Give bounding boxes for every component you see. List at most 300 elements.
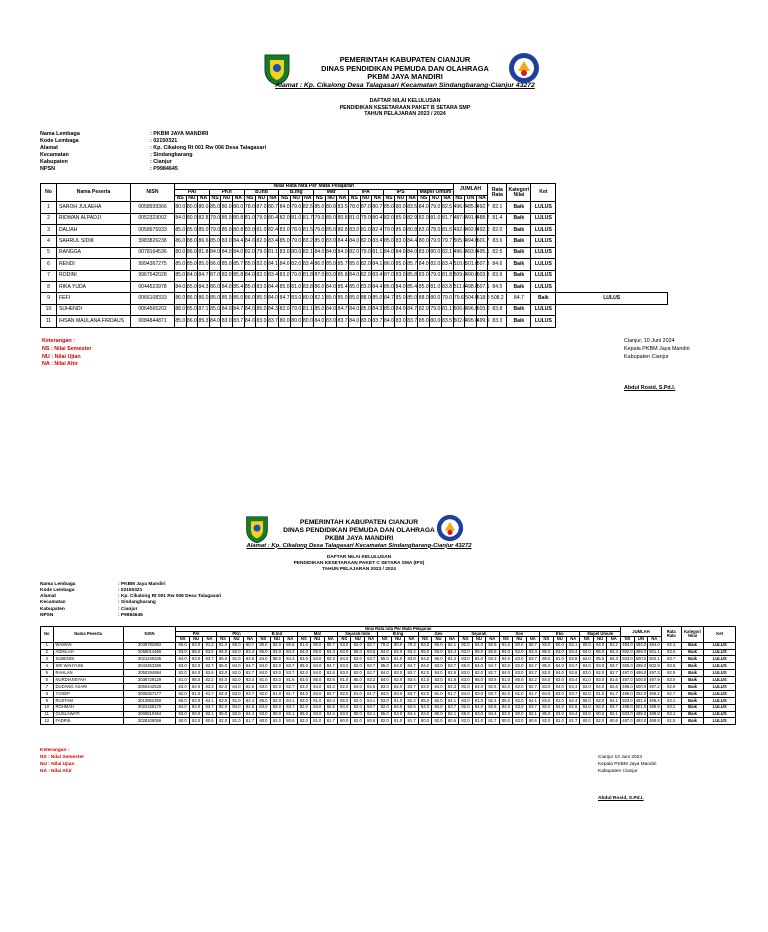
cell-value: 85.0 — [175, 270, 187, 281]
cell-value: 491.0 — [635, 697, 647, 703]
cell-value: 80.0 — [232, 202, 244, 213]
cell-value: 81.0 — [290, 282, 302, 293]
cell-value: 82.0 — [432, 697, 445, 704]
cell-value: 80.0 — [290, 316, 302, 327]
info-row — [40, 159, 266, 166]
cell-value: 86.0 — [175, 236, 187, 247]
cell-value: 80.0 — [302, 316, 314, 327]
cell-value: 80.0 — [513, 711, 526, 718]
cell-value: 84.7 — [279, 293, 291, 304]
cell-value: 84.0 — [311, 704, 324, 711]
cell-value: 81.7 — [364, 690, 377, 697]
cell-value: 83.0 — [257, 683, 270, 690]
report-title-line-1: DAFTAR NILAI KELULUSAN — [326, 555, 392, 560]
cell-value: 84.0 — [383, 247, 395, 258]
cell-value: 82.6 — [203, 670, 216, 677]
cell-value: 83.0 — [311, 711, 324, 718]
cell-value: 82.4 — [566, 697, 579, 704]
subject-header: Mat — [297, 632, 337, 637]
cell-value: 83.8 — [441, 282, 453, 293]
cell-value: 84.0 — [472, 663, 485, 670]
cell-value: 85.0 — [257, 649, 270, 656]
report-title-line-2: PENDIDIKAN KESETARAAN PAKET B SETARA SMP — [339, 104, 471, 111]
cell-value: 79.3 — [405, 642, 418, 649]
cell-value: 80.4 — [267, 213, 279, 224]
cell-value: 84.0 — [472, 704, 485, 711]
cell-value: 83.0 — [279, 270, 291, 281]
cell-value: 80.0 — [418, 718, 431, 725]
cell-student-name: SUHENDI — [57, 304, 131, 315]
cell-value: 79.6 — [453, 293, 465, 304]
cell-value: 83.4 — [243, 649, 256, 656]
cell-value: 85.0 — [395, 225, 407, 236]
cell-value: 84.0 — [279, 202, 291, 213]
cell-kategori: Baik — [507, 225, 531, 236]
cell-value: 82.0 — [270, 697, 283, 704]
cell-value: 82.4 — [324, 697, 337, 704]
cell-value: 79.0 — [378, 642, 391, 649]
subject-header: Geo — [418, 632, 458, 637]
cell-value: 82.5 — [441, 202, 453, 213]
cell-value: 83.2 — [661, 704, 681, 711]
sub-header: NU — [256, 196, 268, 202]
subject-header: Eko — [540, 632, 580, 637]
cell-value: 83.0 — [391, 690, 404, 697]
cell-value: 79.0 — [383, 225, 395, 236]
col-header-no: No — [41, 627, 54, 643]
cell-value: 83.0 — [513, 656, 526, 663]
cell-value: 83.7 — [203, 656, 216, 663]
cell-value: 80.0 — [580, 718, 593, 725]
cell-value: 81.7 — [243, 718, 256, 725]
cell-value: 80.0 — [430, 247, 442, 258]
info-value: : PKBM JAYA MANDIRI — [150, 131, 209, 137]
cell-no: 8 — [41, 282, 57, 293]
cell-value: 83.7 — [284, 663, 297, 670]
cell-value: 85.0 — [378, 711, 391, 718]
cell-value: 80.6 — [284, 718, 297, 725]
subject-header: PKn — [209, 190, 244, 196]
cell-value: 79.0 — [256, 213, 268, 224]
cell-value: 81.7 — [203, 690, 216, 697]
cell-value: 84.0 — [378, 690, 391, 697]
sub-header: NA — [364, 637, 377, 642]
cell-value: 507.3 — [476, 259, 488, 270]
cell-value: 83.0 — [338, 649, 351, 656]
cell-value: 83.0 — [553, 649, 566, 656]
cell-value: 81.0 — [553, 656, 566, 663]
cell-value: 82.0 — [540, 670, 553, 677]
cell-value: 87.0 — [209, 270, 221, 281]
cell-value: 82.0 — [472, 670, 485, 677]
letterhead-line-2: DINAS PENDIDIKAN PEMUDA DAN OLAHRAGA — [283, 526, 435, 534]
letterhead-address: Alamat : Kp. Cikalong Desa Talagasari Kecamatan Sindangbarang-Cianjur 43272 — [275, 82, 535, 90]
cell-value: 83.2 — [302, 236, 314, 247]
cell-nisn: 3005357177 — [123, 690, 176, 697]
cell-value: 83.8 — [566, 656, 579, 663]
header-row — [41, 184, 668, 190]
institution-info — [40, 131, 266, 172]
cell-value: 82.1 — [566, 642, 579, 649]
legend-line: NS : Nilai Semester — [42, 345, 92, 352]
cell-value: 88.0 — [175, 304, 187, 315]
cell-value: 85.4 — [337, 282, 349, 293]
cell-value: 80.0 — [430, 316, 442, 327]
cell-value: 84.0 — [406, 247, 418, 258]
cell-value: 80.0 — [325, 202, 337, 213]
cell-value: 84.0 — [553, 704, 566, 711]
cell-value: 82.0 — [216, 718, 229, 725]
cell-value: 85.0 — [351, 649, 364, 656]
cell-value: 79.0 — [314, 213, 326, 224]
cell-value: 82.0 — [418, 304, 430, 315]
cell-value: 85.0 — [279, 236, 291, 247]
cell-value: 83.0 — [360, 282, 372, 293]
letterhead — [240, 56, 570, 90]
subject-header: B.Ing — [279, 190, 314, 196]
cell-value: 85.0 — [372, 293, 384, 304]
cell-value: 83.0 — [338, 711, 351, 718]
sub-header: NA — [372, 196, 384, 202]
col-header-kategori: Kategori Nilai — [507, 184, 531, 202]
sub-header: NS — [209, 196, 221, 202]
sub-header: NA — [607, 637, 621, 642]
cell-value: 82.0 — [189, 718, 202, 725]
signature-block — [624, 338, 690, 393]
cell-value: 83.4 — [405, 649, 418, 656]
cell-value: 85.0 — [221, 293, 233, 304]
cell-value: 84.1 — [445, 697, 458, 704]
cell-value: 82.6 — [243, 704, 256, 711]
sub-header: NA — [337, 196, 349, 202]
cell-value: 83.0 — [216, 697, 229, 704]
cell-nisn: 3038729129 — [123, 677, 176, 684]
cell-ket: LULUS — [704, 683, 736, 690]
cell-student-name: WAWAN — [53, 642, 123, 649]
cell-value: 83.0 — [472, 711, 485, 718]
cell-value: 82.9 — [661, 683, 681, 690]
cell-value: 79.0 — [290, 236, 302, 247]
cell-value: 79.7 — [441, 236, 453, 247]
cell-value: 84.7 — [198, 270, 210, 281]
cell-value: 84.0 — [314, 316, 326, 327]
cell-nisn: 0066108333 — [131, 293, 175, 304]
info-row — [40, 613, 221, 619]
cell-value: 83.3 — [488, 316, 507, 327]
cell-value: 83.0 — [256, 282, 268, 293]
cell-value: 83.0 — [459, 656, 472, 663]
cell-value: 84.0 — [348, 270, 360, 281]
cell-value: 83.8 — [243, 656, 256, 663]
cell-value: 80.0 — [499, 718, 512, 725]
cell-no: 2 — [41, 213, 57, 224]
cell-value: 85.0 — [209, 236, 221, 247]
cell-value: 82.0 — [432, 718, 445, 725]
col-header-group: Nilai Rata rata Per Mata Pelajaran — [175, 184, 454, 190]
sub-header: NA — [324, 637, 337, 642]
cell-no: 11 — [41, 711, 54, 718]
info-value: : 02150321 — [150, 137, 178, 144]
cell-value: 83.3 — [203, 683, 216, 690]
cell-value: 79.0 — [314, 225, 326, 236]
cell-value: 85.0 — [348, 282, 360, 293]
legend-line: NS : Nilai Semester — [40, 754, 84, 760]
cell-value: 85.0 — [325, 225, 337, 236]
cell-value: 80.6 — [526, 718, 539, 725]
sub-header: NU — [325, 196, 337, 202]
cell-value: 83.0 — [459, 649, 472, 656]
cell-value: 82.6 — [486, 642, 499, 649]
cell-value: 84.4 — [445, 649, 458, 656]
cell-student-name: ADHILAH — [53, 649, 123, 656]
cell-value: 510.0 — [453, 259, 465, 270]
cell-value: 82.0 — [256, 270, 268, 281]
sub-header: NS — [540, 637, 553, 642]
cell-value: 85.0 — [175, 225, 187, 236]
cell-value: 493.0 — [635, 718, 647, 724]
cell-value: 491.0 — [465, 213, 477, 224]
table-row — [41, 202, 668, 213]
cell-value: 85.8 — [337, 270, 349, 281]
cell-value: 84.0 — [176, 704, 189, 711]
cell-value: 82.0 — [459, 642, 472, 649]
cell-value: 80.0 — [311, 642, 324, 649]
cell-value: 84.0 — [297, 690, 310, 697]
cell-value: 80.0 — [176, 718, 189, 725]
cell-value: 85.0 — [256, 293, 268, 304]
cell-value: 84.0 — [540, 677, 553, 684]
sub-header: NA — [406, 196, 418, 202]
cell-value: 82.0 — [378, 704, 391, 711]
cell-value: 86.0 — [209, 259, 221, 270]
jumlah-sub-header: UN — [634, 637, 647, 642]
cell-value: 84.0 — [216, 677, 229, 684]
cell-value: 502.0 — [453, 316, 465, 327]
cell-value: 83.0 — [325, 316, 337, 327]
cell-value: 84.0 — [337, 247, 349, 258]
cell-value: 84.1 — [284, 697, 297, 704]
col-header-jumlah: JUMLAH — [621, 627, 661, 637]
cell-value: 83.0 — [432, 649, 445, 656]
cell-value: 86.0 — [314, 282, 326, 293]
cell-value: 82.0 — [338, 683, 351, 690]
cell-value: 84.0 — [378, 677, 391, 684]
cell-value: 82.2 — [526, 677, 539, 684]
cell-value: 82.6 — [486, 683, 499, 690]
cell-nisn: 0058939366 — [131, 202, 175, 213]
cell-value: 85.4 — [232, 282, 244, 293]
cell-value: 79.0 — [256, 247, 268, 258]
cell-value: 83.0 — [176, 711, 189, 718]
info-value: : Kp. Cikalong Rt 001 Rw 006 Desa Talagasari — [118, 594, 222, 600]
cell-value: 83.4 — [441, 259, 453, 270]
cell-value: 81.8 — [198, 247, 210, 258]
cell-value: 83.7 — [405, 690, 418, 697]
cell-student-name: FADRIK — [53, 718, 123, 725]
cell-value: 494.0 — [465, 236, 477, 247]
cell-value: 85.0 — [209, 293, 221, 304]
cell-value: 80.0 — [351, 711, 364, 718]
info-value: : PKBM Jaya Mandiri — [118, 582, 166, 587]
cell-value: 81.7 — [526, 690, 539, 697]
cell-value: 80.0 — [418, 236, 430, 247]
cell-value: 83.0 — [270, 704, 283, 711]
cell-value: 497.3 — [649, 670, 660, 676]
cell-value: 82.0 — [459, 683, 472, 690]
cell-value: 86.6 — [198, 236, 210, 247]
cell-value: 84.0 — [472, 683, 485, 690]
cell-value: 82.0 — [378, 718, 391, 725]
cell-value: 82.0 — [338, 690, 351, 697]
cell-nisn: 0058675933 — [131, 225, 175, 236]
info-row — [40, 152, 266, 159]
cell-value: 85.0 — [395, 259, 407, 270]
cell-value: 84.0 — [553, 683, 566, 690]
sub-header: NA — [232, 196, 244, 202]
cell-value: 82.1 — [607, 711, 621, 718]
cell-value: 83.4 — [526, 649, 539, 656]
cell-value: 85.0 — [216, 656, 229, 663]
cell-value: 82.2 — [203, 677, 216, 684]
cell-student-name: FEFI — [57, 293, 131, 304]
cell-value: 84.7 — [406, 304, 418, 315]
cell-value: 85.0 — [472, 649, 485, 656]
cell-value: 83.7 — [284, 670, 297, 677]
info-label: Kecamatan — [40, 151, 69, 158]
cell-value: 83.7 — [243, 690, 256, 697]
cell-value: 494.0 — [649, 642, 660, 648]
sub-header: NA — [198, 196, 210, 202]
cell-no: 6 — [41, 677, 54, 684]
cell-value: 81.5 — [302, 225, 314, 236]
cell-value: 82.0 — [279, 213, 291, 224]
cell-value: 83.7 — [566, 690, 579, 697]
cell-value: 80.7 — [243, 642, 256, 649]
cell-student-name: IHSAN MAULANA FIRDAUS — [57, 316, 131, 327]
cell-value: 81.8 — [441, 270, 453, 281]
cell-value: 80.0 — [175, 247, 187, 258]
cell-value: 489.0 — [635, 711, 647, 717]
cell-ket: LULUS — [704, 690, 736, 697]
cell-value: 83.0 — [553, 690, 566, 697]
cell-value: 84.0 — [176, 656, 189, 663]
report-title-line-1: DAFTAR NILAI KELULUSAN — [369, 98, 441, 104]
cell-value: 83.7 — [445, 704, 458, 711]
cell-value: 82.0 — [430, 259, 442, 270]
cell-value: 82.7 — [661, 690, 681, 697]
cell-value: 84.1 — [607, 697, 621, 704]
cell-value: 82.1 — [441, 247, 453, 258]
cell-value: 83.0 — [540, 697, 553, 704]
cell-value: 85.0 — [314, 202, 326, 213]
cell-value: 84.0 — [230, 683, 243, 690]
col-header-ket: Ket — [704, 627, 736, 643]
sub-header: NU — [311, 637, 324, 642]
info-label: Alamat — [40, 144, 58, 151]
sub-header: NS — [378, 637, 391, 642]
cell-value: 84.0 — [540, 690, 553, 697]
cell-kategori: Baik — [681, 649, 704, 656]
cell-value: 80.8 — [406, 225, 418, 236]
cell-no: 4 — [41, 663, 54, 670]
cell-value: 501.0 — [635, 704, 647, 710]
cell-value: 81.0 — [430, 213, 442, 224]
cell-value: 498.0 — [465, 282, 477, 293]
cell-value: 84.0 — [348, 304, 360, 315]
cell-value: 83.7 — [406, 316, 418, 327]
cell-value: 81.0 — [553, 718, 566, 725]
cell-value: 82.6 — [364, 683, 377, 690]
cell-no: 10 — [41, 304, 57, 315]
cell-value: 85.0 — [540, 656, 553, 663]
cell-value: 82.1 — [526, 711, 539, 718]
cell-value: 496.0 — [453, 202, 465, 213]
cell-value: 82.0 — [553, 677, 566, 684]
cell-value: 81.0 — [360, 225, 372, 236]
cell-value: 83.0 — [348, 225, 360, 236]
cell-value: 83.0 — [661, 677, 681, 684]
table-row — [41, 225, 668, 236]
cell-value: 87.0 — [360, 202, 372, 213]
cell-value: 498.0 — [635, 663, 647, 669]
cell-value: 81.0 — [257, 677, 270, 684]
cell-value: 81.0 — [553, 697, 566, 704]
cell-value: 84.0 — [244, 236, 256, 247]
cell-kategori: Baik — [681, 683, 704, 690]
cell-value: 87.1 — [198, 304, 210, 315]
cell-value: 84.0 — [216, 690, 229, 697]
cell-value: 81.0 — [244, 213, 256, 224]
cell-student-name: SAROH JULAEHA — [57, 202, 131, 213]
cell-value: 82.0 — [216, 704, 229, 711]
cell-ket: LULUS — [531, 270, 556, 281]
cell-value: 503.0 — [622, 656, 633, 662]
cell-value: 85.0 — [244, 282, 256, 293]
cell-nisn: 0064565202 — [131, 304, 175, 315]
cell-value: 84.0 — [593, 683, 606, 690]
cell-value: 511.0 — [453, 282, 465, 293]
legend-title: Keterangan : — [40, 748, 70, 753]
cell-value: 79.0 — [430, 270, 442, 281]
cell-value: 84.0 — [418, 704, 431, 711]
cell-value: 82.0 — [580, 690, 593, 697]
sub-header: NA — [445, 637, 458, 642]
info-value: : P9984645 — [118, 612, 143, 618]
cell-value: 82.0 — [351, 663, 364, 670]
cell-value: 497.2 — [649, 683, 660, 689]
cell-value: 83.0 — [270, 663, 283, 670]
cell-no: 10 — [41, 704, 54, 711]
cell-no: 9 — [41, 293, 57, 304]
cell-value: 84.0 — [221, 304, 233, 315]
cell-value: 83.0 — [360, 316, 372, 327]
cell-value: 81.6 — [607, 677, 621, 684]
cell-value: 82.7 — [526, 683, 539, 690]
cell-value: 82.0 — [593, 697, 606, 704]
sub-header: NU — [395, 196, 407, 202]
cell-value: 85.0 — [311, 677, 324, 684]
cell-value: 85.0 — [395, 293, 407, 304]
cell-value: 84.0 — [221, 282, 233, 293]
cell-value: 83.7 — [232, 316, 244, 327]
cell-value: 83.0 — [432, 704, 445, 711]
cell-no: 12 — [41, 718, 54, 725]
cell-value: 83.0 — [459, 670, 472, 677]
cell-value: 80.7 — [324, 642, 337, 649]
cell-value: 490.0 — [465, 270, 477, 281]
letterhead-line-2: DINAS PENDIDIKAN PEMUDA DAN OLAHRAGA — [321, 63, 489, 73]
cell-value: 82.0 — [459, 704, 472, 711]
